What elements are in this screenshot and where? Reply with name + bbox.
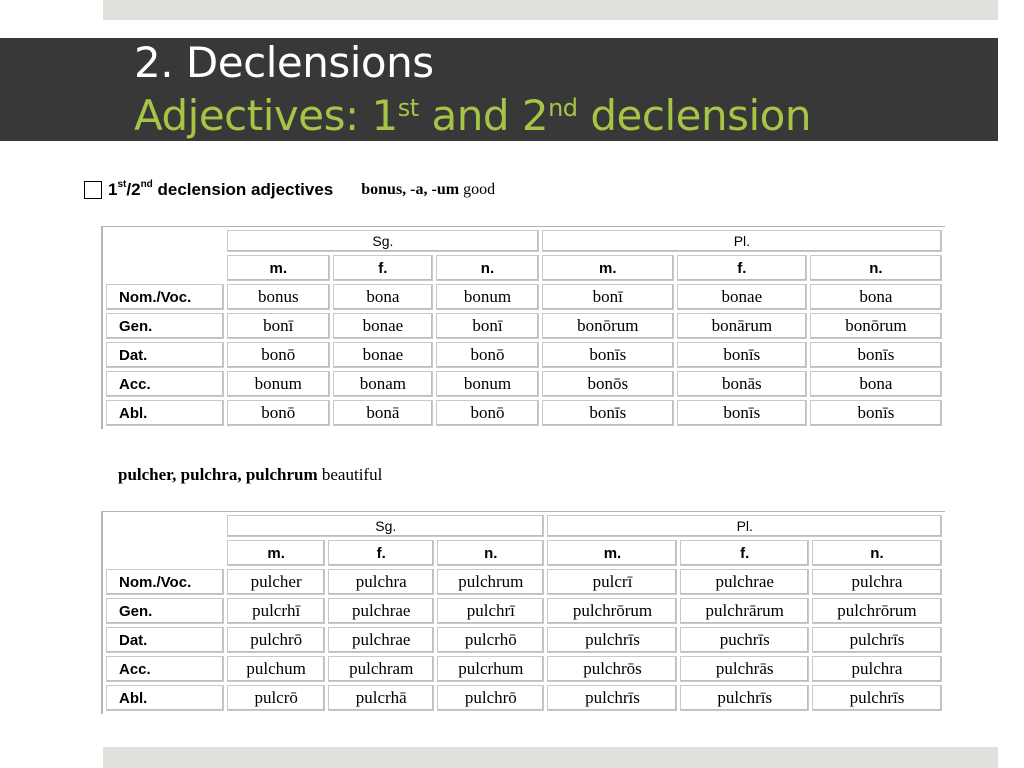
table-cell: bona: [810, 371, 942, 397]
table-cell: bonārum: [677, 313, 807, 339]
table-cell: bonās: [677, 371, 807, 397]
table-cell: pulcrhum: [437, 656, 544, 682]
case-label: Nom./Voc.: [106, 569, 224, 595]
gender-header: n.: [436, 255, 539, 281]
group-header-singular: Sg.: [227, 515, 544, 537]
example-gloss: good: [459, 181, 496, 198]
table-cell: puchrīs: [680, 627, 808, 653]
bullet-line: [84, 178, 495, 202]
example-gloss: beautiful: [317, 465, 383, 484]
table-cell: bonīs: [810, 342, 942, 368]
table-row: [106, 598, 942, 624]
table-row: [106, 342, 942, 368]
table-cell: pulchra: [812, 656, 942, 682]
table-row: [106, 400, 942, 426]
table-cell: bonīs: [677, 342, 807, 368]
table-cell: pulchra: [812, 569, 942, 595]
table-cell: pulchrī: [437, 598, 544, 624]
table-cell: pulchrīs: [547, 685, 677, 711]
bullet-checkbox-icon: [84, 181, 102, 199]
bullet-sup: st: [117, 179, 127, 190]
table-row: [106, 656, 942, 682]
gender-header: m.: [227, 540, 325, 566]
declension-table-bonus: [101, 226, 945, 429]
table-row: [106, 284, 942, 310]
table-cell: pulcrhī: [227, 598, 325, 624]
subtitle-part: declension: [577, 91, 811, 140]
table-cell: pulchrae: [328, 598, 434, 624]
case-label: Acc.: [106, 656, 224, 682]
table-row: [106, 627, 942, 653]
table-cell: pulcrhō: [437, 627, 544, 653]
gender-header: f.: [677, 255, 807, 281]
gender-header: f.: [328, 540, 434, 566]
table-cell: pulcrī: [547, 569, 677, 595]
table-cell: bonae: [333, 342, 434, 368]
group-header-plural: Pl.: [542, 230, 942, 252]
table-cell: bonōrum: [810, 313, 942, 339]
table-cell: bonī: [227, 313, 330, 339]
gender-header: n.: [810, 255, 942, 281]
table-cell: pulchrās: [680, 656, 808, 682]
table-row: [106, 371, 942, 397]
gender-header: f.: [680, 540, 808, 566]
group-header-plural: Pl.: [547, 515, 942, 537]
case-label: Abl.: [106, 400, 224, 426]
table-cell: pulchrōrum: [812, 598, 942, 624]
table-cell: pulchra: [328, 569, 434, 595]
gender-header: f.: [333, 255, 434, 281]
bottom-decor-band: [103, 747, 998, 768]
table-cell: bonus: [227, 284, 330, 310]
bullet-sup: nd: [140, 179, 153, 190]
table-row: [106, 685, 942, 711]
table-cell: pulchrīs: [680, 685, 808, 711]
case-label: Nom./Voc.: [106, 284, 224, 310]
table-cell: pulchrae: [680, 569, 808, 595]
table-cell: bonō: [227, 342, 330, 368]
table-cell: bonī: [542, 284, 674, 310]
table-cell: pulchrōs: [547, 656, 677, 682]
table-cell: bonōs: [542, 371, 674, 397]
table-cell: bonā: [333, 400, 434, 426]
example-lemma: pulcher, pulchra, pulchrum: [118, 465, 318, 484]
case-label: Acc.: [106, 371, 224, 397]
bullet-num: 1: [108, 180, 118, 199]
bullet-text: declension adjectives: [152, 180, 334, 199]
table-cell: pulcher: [227, 569, 325, 595]
example-lemma: bonus, -a, -um: [361, 181, 460, 198]
table-cell: pulcrhā: [328, 685, 434, 711]
table-cell: pulchram: [328, 656, 434, 682]
table-cell: bona: [333, 284, 434, 310]
table-cell: pulcrō: [227, 685, 325, 711]
table-cell: pulchrīs: [547, 627, 677, 653]
case-label: Dat.: [106, 342, 224, 368]
example-pulcher: [118, 465, 382, 485]
subtitle-part: and 2: [418, 91, 549, 140]
table-cell: bonō: [436, 342, 539, 368]
gender-header: m.: [542, 255, 674, 281]
gender-header: n.: [812, 540, 942, 566]
table-cell: pulchrōrum: [547, 598, 677, 624]
slide-title: 2. Declensions: [134, 38, 434, 87]
subtitle-sup: nd: [548, 94, 578, 122]
slide-subtitle: [134, 93, 811, 139]
case-label: Gen.: [106, 598, 224, 624]
table-cell: pulchrō: [227, 627, 325, 653]
table-cell: bonō: [436, 400, 539, 426]
gender-header: n.: [437, 540, 544, 566]
table-cell: bonae: [677, 284, 807, 310]
top-decor-band: [103, 0, 998, 20]
subtitle-part: Adjectives: 1: [134, 91, 398, 140]
table-cell: bonīs: [542, 400, 674, 426]
table-cell: bonīs: [677, 400, 807, 426]
table-row: [106, 569, 942, 595]
table-cell: pulchrīs: [812, 685, 942, 711]
case-label: Dat.: [106, 627, 224, 653]
declension-table-pulcher: [101, 511, 945, 714]
table-cell: bonae: [333, 313, 434, 339]
gender-header: m.: [547, 540, 677, 566]
table-cell: bonum: [227, 371, 330, 397]
table-cell: bonum: [436, 371, 539, 397]
subtitle-sup: st: [397, 94, 419, 122]
table-cell: pulchrārum: [680, 598, 808, 624]
bullet-heading: [108, 180, 333, 200]
table-row: [106, 313, 942, 339]
case-label: Gen.: [106, 313, 224, 339]
case-label: Abl.: [106, 685, 224, 711]
table-cell: bonōrum: [542, 313, 674, 339]
table-cell: bonō: [227, 400, 330, 426]
gender-header: m.: [227, 255, 330, 281]
group-header-singular: Sg.: [227, 230, 539, 252]
table-cell: pulchum: [227, 656, 325, 682]
bullet-num: /2: [126, 180, 141, 199]
table-cell: bonum: [436, 284, 539, 310]
example-bonus: [361, 181, 495, 199]
table-cell: bona: [810, 284, 942, 310]
table-cell: bonī: [436, 313, 539, 339]
table-cell: pulchrō: [437, 685, 544, 711]
table-cell: pulchrae: [328, 627, 434, 653]
table-cell: bonīs: [810, 400, 942, 426]
table-cell: pulchrīs: [812, 627, 942, 653]
table-cell: bonam: [333, 371, 434, 397]
table-cell: bonīs: [542, 342, 674, 368]
table-corner: [106, 230, 224, 281]
table-cell: pulchrum: [437, 569, 544, 595]
table-corner: [106, 515, 224, 566]
